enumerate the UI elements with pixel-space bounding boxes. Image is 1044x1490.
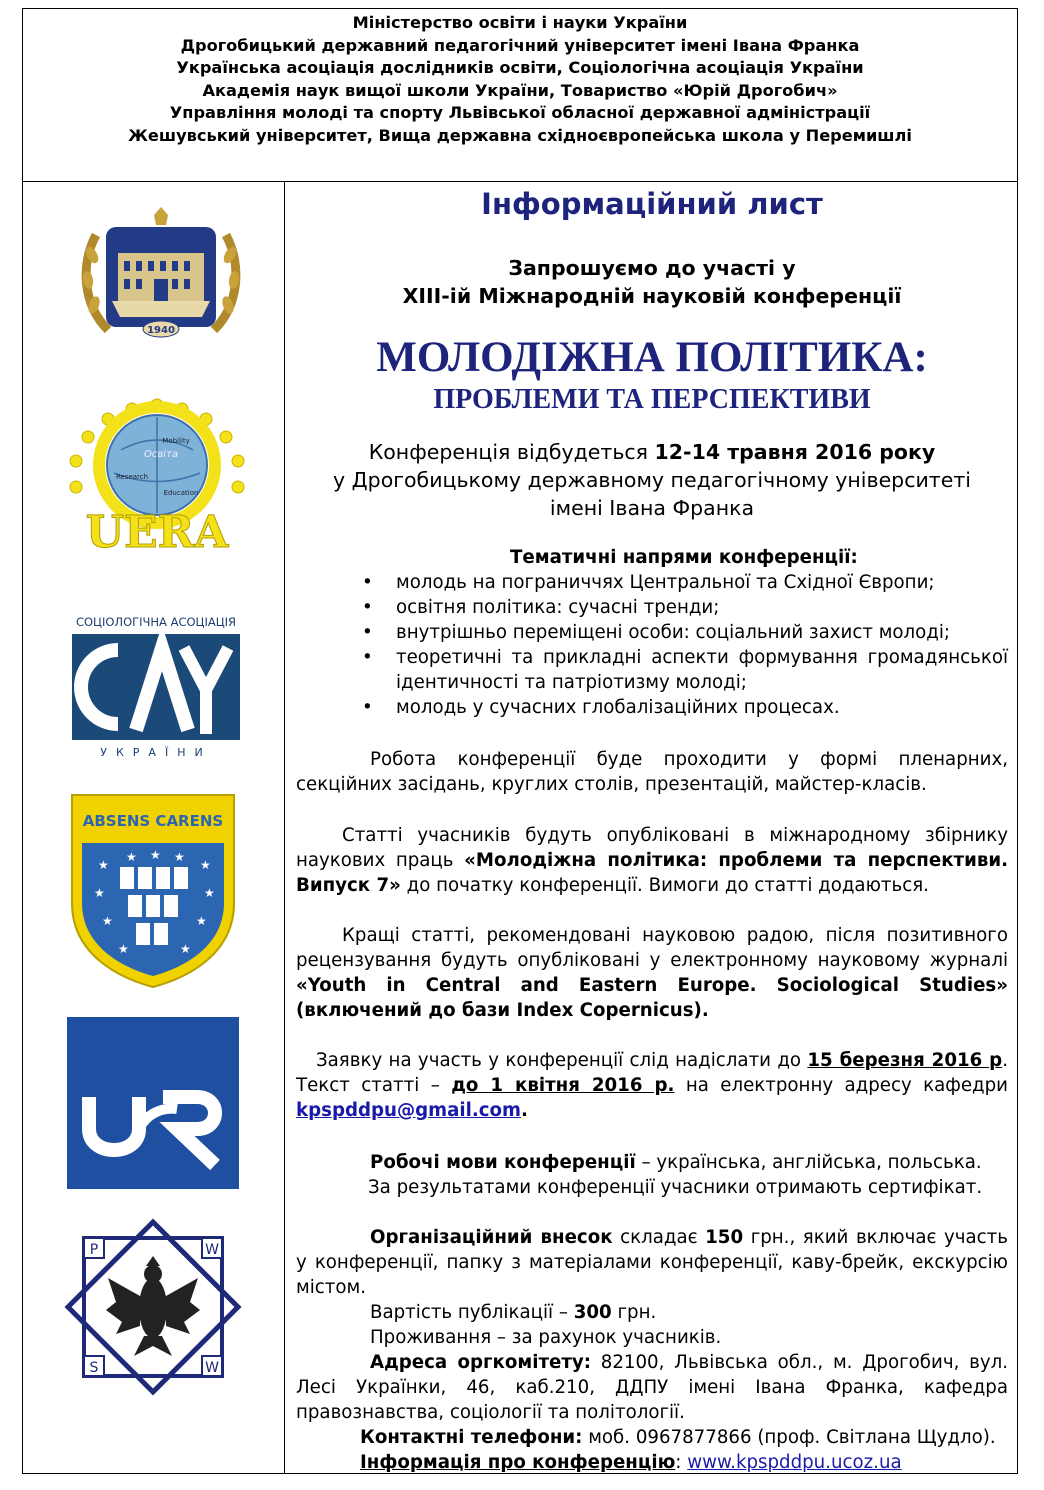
info-line: Інформація про конференцію: www.kpspddpu.ucoz.ua [360, 1452, 902, 1473]
pwsw-letter: W [205, 1360, 219, 1376]
pwsw-letter: P [89, 1242, 99, 1258]
svg-text:★: ★ [204, 886, 215, 900]
email-link[interactable]: kpspddpu@gmail.com [296, 1100, 521, 1121]
invite-line: ХІІІ-ій Міжнародній науковій конференції [402, 284, 902, 308]
languages-line: Робочі мови конференції – українська, англійська, польська. [370, 1152, 982, 1173]
absens-carens-shield-icon [70, 793, 236, 989]
topic-item: • теоретичні та прикладні аспекти формування громадянської [362, 647, 1008, 668]
conference-title: МОЛОДІЖНА ПОЛІТИКА: [376, 334, 928, 381]
topics-heading: Тематичні напрями конференції: [510, 547, 858, 568]
organizers-header [22, 8, 1018, 182]
fee-line2: у конференції, папку з матеріалами конференції, каву-брейк, екскурсію [296, 1252, 1008, 1273]
format-paragraph-line1: Робота конференції буде проходити у формі пленарних, [370, 749, 1008, 770]
invite-line: Запрошуємо до участі у [508, 256, 796, 280]
organizer-line: Управління молоді та спорту Львівської обласної державної адміністрації [169, 103, 871, 122]
svg-text:★: ★ [98, 858, 109, 872]
topic-item: • внутрішньо переміщені особи: соціальний захист молоді; [362, 622, 951, 643]
dates-prefix: Конференція відбудеться [368, 440, 655, 464]
fee-line1: Організаційний внесок складає 150 грн., який включає участь [370, 1227, 1008, 1248]
conference-dates [296, 438, 1008, 466]
organizer-line: Українська асоціація дослідників освіти, Соціологічна асоціація України [176, 58, 864, 77]
publication-line1: Статті учасників будуть опубліковані в міжнародному збірнику [342, 825, 1008, 846]
letter-title: Інформаційний лист [481, 187, 823, 221]
best-articles-line1: Кращі статті, рекомендовані науковою радою, після позитивного [342, 925, 1008, 946]
column-divider [284, 182, 285, 1474]
svg-text:★: ★ [150, 848, 161, 862]
venue-line: у Дрогобицькому державному педагогічному університеті [333, 468, 971, 492]
pwsw-eagle-icon [64, 1218, 242, 1396]
shield-motto: ABSENS CARENS [82, 812, 224, 830]
journal-index: (включений до бази Index Copernicus). [296, 1000, 709, 1021]
svg-text:★: ★ [102, 914, 113, 928]
sau-logo-icon [66, 610, 246, 760]
article-deadline: до 1 квітня 2016 р. [451, 1075, 675, 1096]
globe-word: Освіта [144, 449, 178, 460]
university-crest-icon [78, 205, 244, 345]
publication-cost: Вартість публікації – 300 грн. [370, 1302, 657, 1323]
crest-year: 1940 [147, 325, 175, 336]
certificate-line: За результатами конференції учасники отримають сертифікат. [368, 1177, 983, 1198]
svg-text:★: ★ [118, 942, 129, 956]
publication-line3: Випуск 7» до початку конференції. Вимоги до статті додаються. [296, 875, 929, 896]
sau-top-text: СОЦІОЛОГІЧНА АСОЦІАЦІЯ [75, 615, 237, 629]
pwsw-letter: S [89, 1360, 99, 1376]
application-line1: Заявку на участь у конференції слід надіслати до 15 березня 2016 р. [316, 1050, 1008, 1071]
svg-text:★: ★ [200, 858, 211, 872]
topics-list [296, 570, 1008, 720]
svg-text:★: ★ [174, 850, 185, 864]
svg-text:★: ★ [94, 886, 105, 900]
lodging-line: Проживання – за рахунок учасників. [370, 1327, 722, 1348]
application-line3: kpspddpu@gmail.com. [296, 1100, 528, 1121]
application-deadline: 15 березня 2016 р [807, 1050, 1003, 1071]
svg-text:★: ★ [180, 942, 191, 956]
publication-line2: наукових праць «Молодіжна політика: проблеми та перспективи. [296, 850, 1008, 871]
sau-bottom-text: УКРАЇНИ [100, 746, 212, 759]
topic-item: • молодь на пограниччях Центральної та Східної Європи; [362, 572, 935, 593]
dates-value: 12-14 травня 2016 року [654, 440, 936, 464]
topic-item-continued: ідентичності та патріотизму молоді; [396, 672, 747, 693]
globe-word: Mobility [162, 437, 190, 445]
ur-logo-icon [67, 1017, 239, 1189]
globe-word: Research [115, 473, 149, 481]
format-paragraph-line2: секційних засідань, круглих столів, презентацій, майстер-класів. [296, 774, 927, 795]
organizer-line: Дрогобицький державний педагогічний університет імені Івана Франка [180, 35, 860, 55]
organizer-line: Жешувський університет, Вища державна східноєвропейська школа у Перемишлі [128, 125, 912, 145]
phone-line: Контактні телефони: моб. 0967877866 (проф. Світлана Щудло). [360, 1427, 996, 1448]
uera-globe-icon [66, 395, 248, 553]
topic-item: • освітня політика: сучасні тренди; [362, 597, 720, 618]
journal-name: «Youth in Central and Eastern Europe. Sociological Studies» [296, 975, 1008, 996]
uera-wordmark: UERA [85, 507, 229, 553]
pwsw-letter: W [205, 1242, 219, 1258]
organizer-line: Академія наук вищої школи України, Товариство «Юрій Дрогобич» [202, 80, 838, 100]
address-line2: Лесі Українки, 46, каб.210, ДДПУ імені Івана Франка, кафедра [296, 1377, 1008, 1398]
conference-subtitle: ПРОБЛЕМИ ТА ПЕРСПЕКТИВИ [433, 384, 871, 415]
svg-text:★: ★ [126, 850, 137, 864]
venue-line: імені Івана Франка [549, 496, 755, 520]
fee-line3: містом. [296, 1277, 366, 1298]
globe-word: Education [163, 489, 199, 497]
website-link[interactable]: www.kpspddpu.ucoz.ua [687, 1452, 902, 1473]
svg-text:★: ★ [196, 914, 207, 928]
organizer-line: Міністерство освіти і науки України [352, 13, 688, 32]
address-line3: правознавства, соціології та політології. [296, 1402, 685, 1423]
application-line2: Текст статті – до 1 квітня 2016 р. на електронну адресу кафедри [296, 1075, 1008, 1096]
best-articles-line2: рецензування будуть опубліковані у електронному науковому журналі [296, 950, 1008, 971]
address-line1: Адреса оргкомітету: 82100, Львівська обл., м. Дрогобич, вул. [370, 1352, 1009, 1373]
topic-item: • молодь у сучасних глобалізаційних процесах. [362, 697, 840, 718]
